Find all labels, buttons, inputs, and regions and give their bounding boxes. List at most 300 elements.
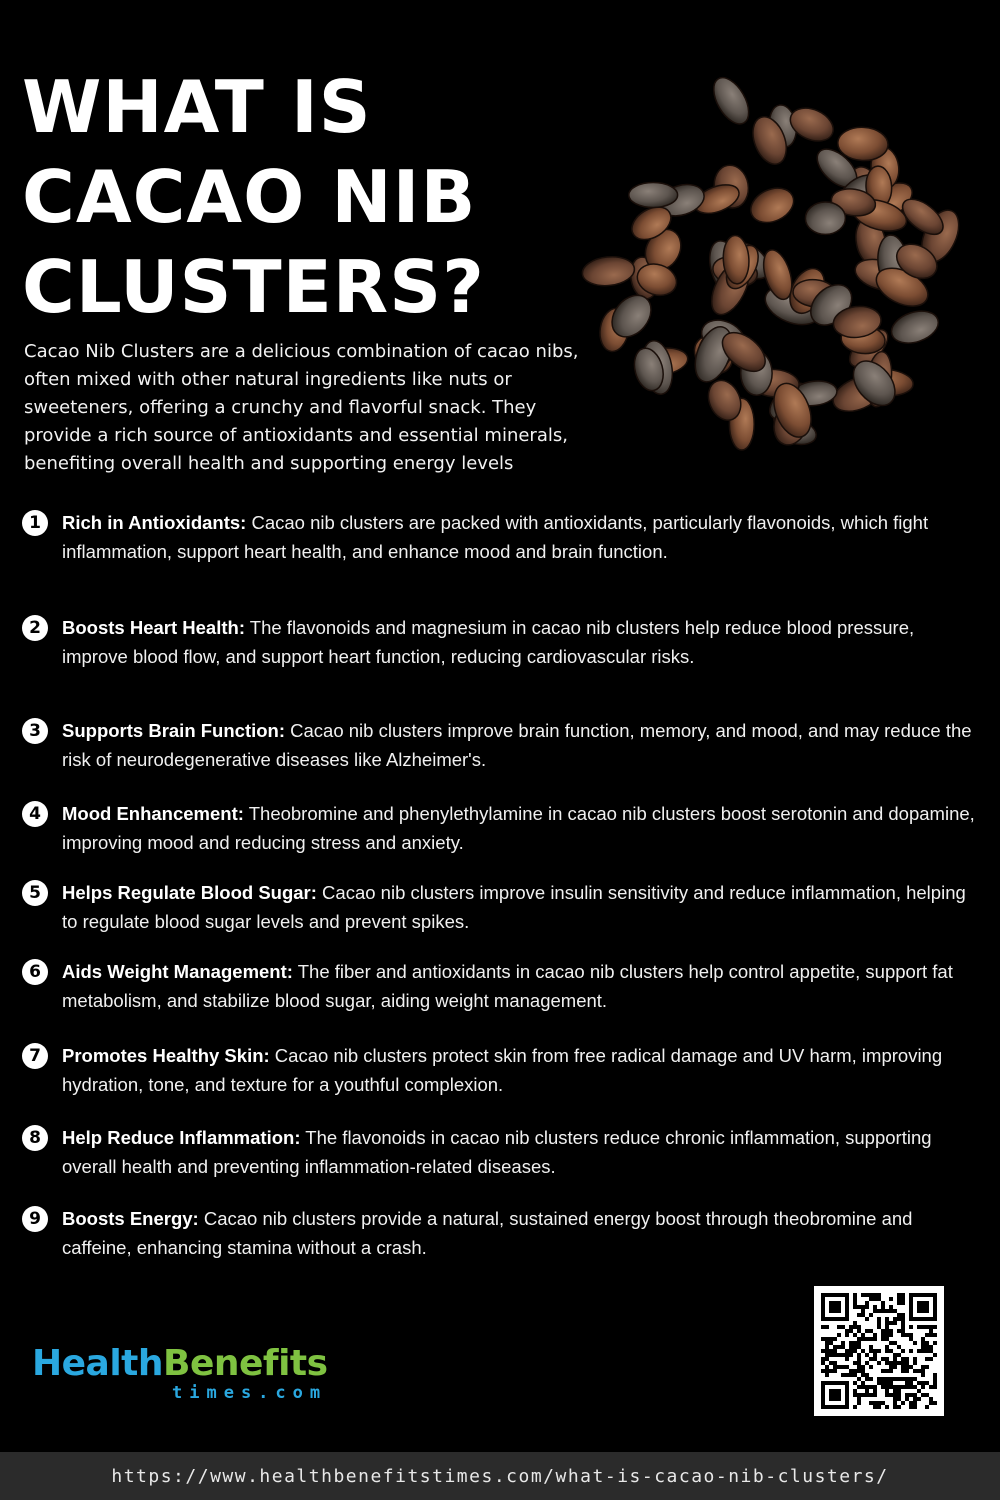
qr-finder-inner [829, 1301, 841, 1313]
qr-module [917, 1325, 921, 1329]
qr-module [913, 1401, 917, 1405]
qr-module [929, 1357, 933, 1361]
qr-module [829, 1369, 833, 1373]
qr-module [889, 1377, 893, 1381]
qr-module [849, 1349, 853, 1353]
qr-module [921, 1341, 925, 1345]
qr-module [893, 1397, 897, 1401]
qr-module [833, 1361, 837, 1365]
qr-module [857, 1393, 861, 1397]
qr-module [885, 1337, 889, 1341]
qr-module [849, 1373, 853, 1377]
benefit-description: Cacao nib clusters improve insulin sensitivity and reduce inflammation, helping to regulate blood sugar levels and prevent spikes. [62, 882, 966, 932]
qr-module [921, 1349, 925, 1353]
qr-module [889, 1297, 893, 1301]
qr-module [845, 1357, 849, 1361]
qr-module [885, 1357, 889, 1361]
qr-module [845, 1373, 849, 1377]
qr-module [829, 1353, 833, 1357]
qr-module [853, 1349, 857, 1353]
qr-module [921, 1337, 925, 1341]
qr-module [857, 1397, 861, 1401]
qr-module [849, 1353, 853, 1357]
qr-module [921, 1325, 925, 1329]
qr-module [929, 1349, 933, 1353]
qr-module [933, 1341, 937, 1345]
qr-module [873, 1405, 877, 1409]
qr-module [833, 1365, 837, 1369]
qr-module [889, 1329, 893, 1333]
qr-module [857, 1345, 861, 1349]
qr-module [857, 1337, 861, 1341]
qr-module [933, 1373, 937, 1377]
qr-module [865, 1377, 869, 1381]
qr-module [825, 1369, 829, 1373]
qr-module [901, 1369, 905, 1373]
qr-module [881, 1301, 885, 1305]
qr-module [853, 1369, 857, 1373]
qr-module [877, 1361, 881, 1365]
qr-module [913, 1357, 917, 1361]
qr-module [893, 1389, 897, 1393]
qr-module [853, 1381, 857, 1385]
qr-module [853, 1345, 857, 1349]
qr-module [925, 1393, 929, 1397]
qr-module [865, 1353, 869, 1357]
qr-module [877, 1325, 881, 1329]
qr-module [821, 1337, 825, 1341]
qr-module [905, 1357, 909, 1361]
qr-module [897, 1389, 901, 1393]
qr-module [869, 1293, 873, 1297]
qr-module [857, 1401, 861, 1405]
qr-module [873, 1337, 877, 1341]
benefit-description: Cacao nib clusters protect skin from free radical damage and UV harm, improving hydration, tone, and texture for a youthful complexion. [62, 1045, 943, 1095]
qr-module [885, 1309, 889, 1313]
qr-module [853, 1321, 857, 1325]
qr-module [897, 1329, 901, 1333]
qr-module [893, 1341, 897, 1345]
qr-module [869, 1337, 873, 1341]
qr-module [853, 1305, 857, 1309]
qr-module [909, 1401, 913, 1405]
benefit-description: The flavonoids in cacao nib clusters reduce chronic inflammation, supporting overall health and preventing inflammation-related diseases. [62, 1127, 932, 1177]
qr-module [865, 1373, 869, 1377]
qr-module [869, 1349, 873, 1353]
qr-module [929, 1385, 933, 1389]
qr-module [933, 1401, 937, 1405]
qr-module [877, 1309, 881, 1313]
qr-module [885, 1389, 889, 1393]
title-line-1: WHAT IS [22, 65, 372, 149]
benefit-text [62, 878, 984, 936]
qr-module [829, 1361, 833, 1365]
benefit-description: Cacao nib clusters improve brain function, memory, and mood, and may reduce the risk of neurodegenerative diseases like Alzheimer's. [62, 720, 972, 770]
qr-module [909, 1325, 913, 1329]
qr-module [873, 1393, 877, 1397]
qr-module [841, 1325, 845, 1329]
qr-module [881, 1309, 885, 1313]
qr-module [905, 1381, 909, 1385]
qr-module [905, 1393, 909, 1397]
qr-module [893, 1353, 897, 1357]
qr-module [889, 1365, 893, 1369]
qr-module [901, 1377, 905, 1381]
qr-module [925, 1365, 929, 1369]
qr-module [897, 1353, 901, 1357]
qr-module [829, 1341, 833, 1345]
qr-module [845, 1333, 849, 1337]
qr-module [885, 1329, 889, 1333]
qr-module [901, 1297, 905, 1301]
qr-module [881, 1329, 885, 1333]
benefit-item [22, 878, 984, 936]
logo-benefits: Benefits [163, 1343, 328, 1384]
qr-module [857, 1325, 861, 1329]
benefit-text [62, 1204, 984, 1262]
qr-module [929, 1333, 933, 1337]
qr-module [897, 1301, 901, 1305]
qr-module [857, 1341, 861, 1345]
qr-module [893, 1361, 897, 1365]
benefit-item [22, 1123, 984, 1181]
qr-module [825, 1357, 829, 1361]
qr-module [917, 1389, 921, 1393]
qr-module [861, 1369, 865, 1373]
qr-module [905, 1377, 909, 1381]
qr-module [885, 1393, 889, 1397]
qr-module [869, 1313, 873, 1317]
benefit-text [62, 799, 984, 857]
qr-module [897, 1405, 901, 1409]
qr-module [857, 1313, 861, 1317]
qr-module [877, 1321, 881, 1325]
qr-module [933, 1353, 937, 1357]
qr-module [841, 1345, 845, 1349]
qr-module [833, 1349, 837, 1353]
qr-module [873, 1385, 877, 1389]
qr-module [869, 1345, 873, 1349]
qr-module [853, 1393, 857, 1397]
qr-module [933, 1381, 937, 1385]
qr-module [853, 1405, 857, 1409]
intro-paragraph: Cacao Nib Clusters are a delicious combination of cacao nibs, often mixed with other natural ingredients like nuts or sweeteners, offering a crunchy and flavorful snack. They provide a rich source of antioxidants and essential minerals, benefiting overall health and supporting energy levels [24, 341, 579, 474]
qr-module [861, 1365, 865, 1369]
qr-module [865, 1393, 869, 1397]
qr-module [913, 1341, 917, 1345]
qr-module [901, 1313, 905, 1317]
qr-module [897, 1297, 901, 1301]
qr-module [885, 1377, 889, 1381]
qr-module [873, 1297, 877, 1301]
qr-module [901, 1317, 905, 1321]
qr-module [905, 1385, 909, 1389]
benefit-description: Theobromine and phenylethylamine in cacao nib clusters boost serotonin and dopamine, improving mood and reducing stress and anxiety. [62, 803, 975, 853]
qr-module [917, 1381, 921, 1385]
logo-subtext: times.com [172, 1383, 328, 1403]
benefit-item [22, 613, 984, 671]
qr-module [893, 1393, 897, 1397]
qr-module [857, 1353, 861, 1357]
qr-module [925, 1349, 929, 1353]
qr-module [857, 1305, 861, 1309]
benefit-description: Cacao nib clusters are packed with antioxidants, particularly flavonoids, which fight inflammation, support heart health, and enhance mood and brain function. [62, 512, 929, 562]
qr-module [913, 1393, 917, 1397]
qr-module [853, 1297, 857, 1301]
qr-module [889, 1309, 893, 1313]
benefit-heading: Help Reduce Inflammation: [62, 1127, 301, 1148]
qr-module [853, 1389, 857, 1393]
qr-module [821, 1361, 825, 1365]
benefit-heading: Supports Brain Function: [62, 720, 286, 741]
qr-module [861, 1385, 865, 1389]
brand-logo[interactable] [32, 1345, 352, 1409]
qr-module [909, 1377, 913, 1381]
cacao-beans-image [560, 55, 980, 485]
qr-module [905, 1369, 909, 1373]
qr-module [929, 1401, 933, 1405]
qr-module [825, 1325, 829, 1329]
qr-module [877, 1349, 881, 1353]
qr-module [917, 1369, 921, 1373]
qr-module [841, 1353, 845, 1357]
qr-module [889, 1369, 893, 1373]
qr-module [917, 1397, 921, 1401]
benefit-heading: Promotes Healthy Skin: [62, 1045, 270, 1066]
cacao-bean [581, 254, 636, 288]
qr-module [933, 1325, 937, 1329]
qr-module [897, 1293, 901, 1297]
qr-finder-inner [829, 1389, 841, 1401]
qr-module [929, 1329, 933, 1333]
qr-module [833, 1353, 837, 1357]
qr-module [857, 1361, 861, 1365]
benefit-text [62, 957, 984, 1015]
qr-module [925, 1357, 929, 1361]
qr-module [901, 1385, 905, 1389]
qr-module [853, 1293, 857, 1297]
qr-module [825, 1365, 829, 1369]
benefit-text [62, 613, 984, 671]
qr-module [881, 1377, 885, 1381]
qr-module [901, 1357, 905, 1361]
benefit-description: The flavonoids and magnesium in cacao nib clusters help reduce blood pressure, improve blood flow, and support heart function, reducing cardiovascular risks. [62, 617, 915, 667]
qr-module [901, 1333, 905, 1337]
qr-module [845, 1353, 849, 1357]
qr-module [841, 1373, 845, 1377]
qr-module [885, 1405, 889, 1409]
qr-module [889, 1321, 893, 1325]
qr-module [889, 1349, 893, 1353]
qr-module [833, 1337, 837, 1341]
qr-module [865, 1317, 869, 1321]
qr-module [921, 1365, 925, 1369]
footer-url-link[interactable]: https://www.healthbenefitstimes.com/what-is-cacao-nib-clusters/ [111, 1465, 889, 1487]
number-badge: 4 [22, 801, 48, 827]
qr-module [873, 1309, 877, 1313]
qr-module [821, 1357, 825, 1361]
qr-module [841, 1341, 845, 1345]
benefit-heading: Aids Weight Management: [62, 961, 293, 982]
qr-module [933, 1333, 937, 1337]
qr-module [849, 1329, 853, 1333]
qr-module [885, 1325, 889, 1329]
qr-module [925, 1325, 929, 1329]
qr-module [913, 1377, 917, 1381]
qr-module [837, 1325, 841, 1329]
qr-module [837, 1333, 841, 1337]
number-badge: 1 [22, 510, 48, 536]
qr-module [833, 1369, 837, 1373]
qr-module [885, 1385, 889, 1389]
qr-module [857, 1377, 861, 1381]
qr-module [821, 1369, 825, 1373]
qr-module [901, 1361, 905, 1365]
benefit-heading: Mood Enhancement: [62, 803, 244, 824]
qr-module [885, 1349, 889, 1353]
benefit-item [22, 957, 984, 1015]
qr-module [849, 1369, 853, 1373]
qr-module [885, 1369, 889, 1373]
qr-module [929, 1345, 933, 1349]
benefit-item [22, 799, 984, 857]
qr-module [893, 1385, 897, 1389]
qr-module [845, 1349, 849, 1353]
qr-module [829, 1349, 833, 1353]
number-badge: 8 [22, 1125, 48, 1151]
qr-module [921, 1381, 925, 1385]
qr-module [869, 1377, 873, 1381]
qr-module [869, 1365, 873, 1369]
qr-module [913, 1361, 917, 1365]
benefit-text [62, 508, 984, 566]
qr-module [873, 1401, 877, 1405]
qr-module [869, 1385, 873, 1389]
benefit-heading: Boosts Energy: [62, 1208, 199, 1229]
qr-module [865, 1385, 869, 1389]
qr-module [861, 1305, 865, 1309]
qr-module [925, 1333, 929, 1337]
qr-module [885, 1333, 889, 1337]
qr-module [861, 1373, 865, 1377]
qr-module [865, 1305, 869, 1309]
qr-module [869, 1357, 873, 1361]
qr-code-icon [814, 1286, 944, 1416]
qr-module [897, 1313, 901, 1317]
qr-module [841, 1365, 845, 1369]
qr-module [857, 1357, 861, 1361]
qr-module [877, 1381, 881, 1385]
qr-module [837, 1353, 841, 1357]
qr-module [873, 1357, 877, 1361]
qr-module [897, 1397, 901, 1401]
qr-module [893, 1309, 897, 1313]
qr-module [881, 1337, 885, 1341]
qr-module [905, 1361, 909, 1365]
qr-module [865, 1329, 869, 1333]
qr-module [913, 1369, 917, 1373]
number-badge: 2 [22, 615, 48, 641]
qr-module [913, 1385, 917, 1389]
qr-module [925, 1345, 929, 1349]
number-badge: 5 [22, 880, 48, 906]
qr-module [853, 1333, 857, 1337]
qr-module [885, 1381, 889, 1385]
beans-cluster [581, 72, 966, 450]
benefit-text [62, 1041, 984, 1099]
qr-module [921, 1373, 925, 1377]
number-badge: 6 [22, 959, 48, 985]
qr-module [853, 1341, 857, 1345]
qr-module [921, 1393, 925, 1397]
qr-module [837, 1365, 841, 1369]
qr-module [853, 1373, 857, 1377]
benefit-item [22, 1204, 984, 1262]
qr-module [861, 1349, 865, 1353]
qr-module [897, 1385, 901, 1389]
qr-module [889, 1305, 893, 1309]
qr-module [881, 1369, 885, 1373]
cacao-bean [629, 183, 678, 208]
benefit-item [22, 716, 984, 774]
qr-module [909, 1393, 913, 1397]
qr-module [893, 1317, 897, 1321]
cacao-bean [745, 182, 799, 230]
qr-module [909, 1365, 913, 1369]
qr-module [845, 1329, 849, 1333]
qr-module [901, 1293, 905, 1297]
qr-module [925, 1381, 929, 1385]
qr-module [861, 1393, 865, 1397]
qr-module [881, 1305, 885, 1309]
qr-module [901, 1325, 905, 1329]
qr-module [873, 1353, 877, 1357]
qr-module [885, 1317, 889, 1321]
qr-module [825, 1341, 829, 1345]
qr-module [909, 1349, 913, 1353]
qr-module [893, 1321, 897, 1325]
qr-module [861, 1337, 865, 1341]
logo-wordmark [32, 1345, 352, 1383]
qr-module [869, 1297, 873, 1301]
qr-module [909, 1337, 913, 1341]
footer-bar [0, 1452, 1000, 1500]
qr-module [869, 1393, 873, 1397]
qr-module [829, 1337, 833, 1341]
qr-module [861, 1309, 865, 1313]
qr-module [889, 1393, 893, 1397]
qr-module [877, 1297, 881, 1301]
qr-module [873, 1305, 877, 1309]
qr-module [849, 1345, 853, 1349]
qr-module [885, 1361, 889, 1365]
qr-module [881, 1401, 885, 1405]
qr-module [877, 1317, 881, 1321]
qr-module [897, 1361, 901, 1365]
qr-module [921, 1345, 925, 1349]
qr-module [901, 1349, 905, 1353]
number-badge: 3 [22, 718, 48, 744]
qr-module [861, 1333, 865, 1337]
qr-module [897, 1345, 901, 1349]
qr-module [925, 1341, 929, 1345]
qr-module [845, 1365, 849, 1369]
number-badge: 7 [22, 1043, 48, 1069]
qr-module [853, 1325, 857, 1329]
qr-module [897, 1377, 901, 1381]
qr-module [933, 1377, 937, 1381]
benefit-item [22, 1041, 984, 1099]
